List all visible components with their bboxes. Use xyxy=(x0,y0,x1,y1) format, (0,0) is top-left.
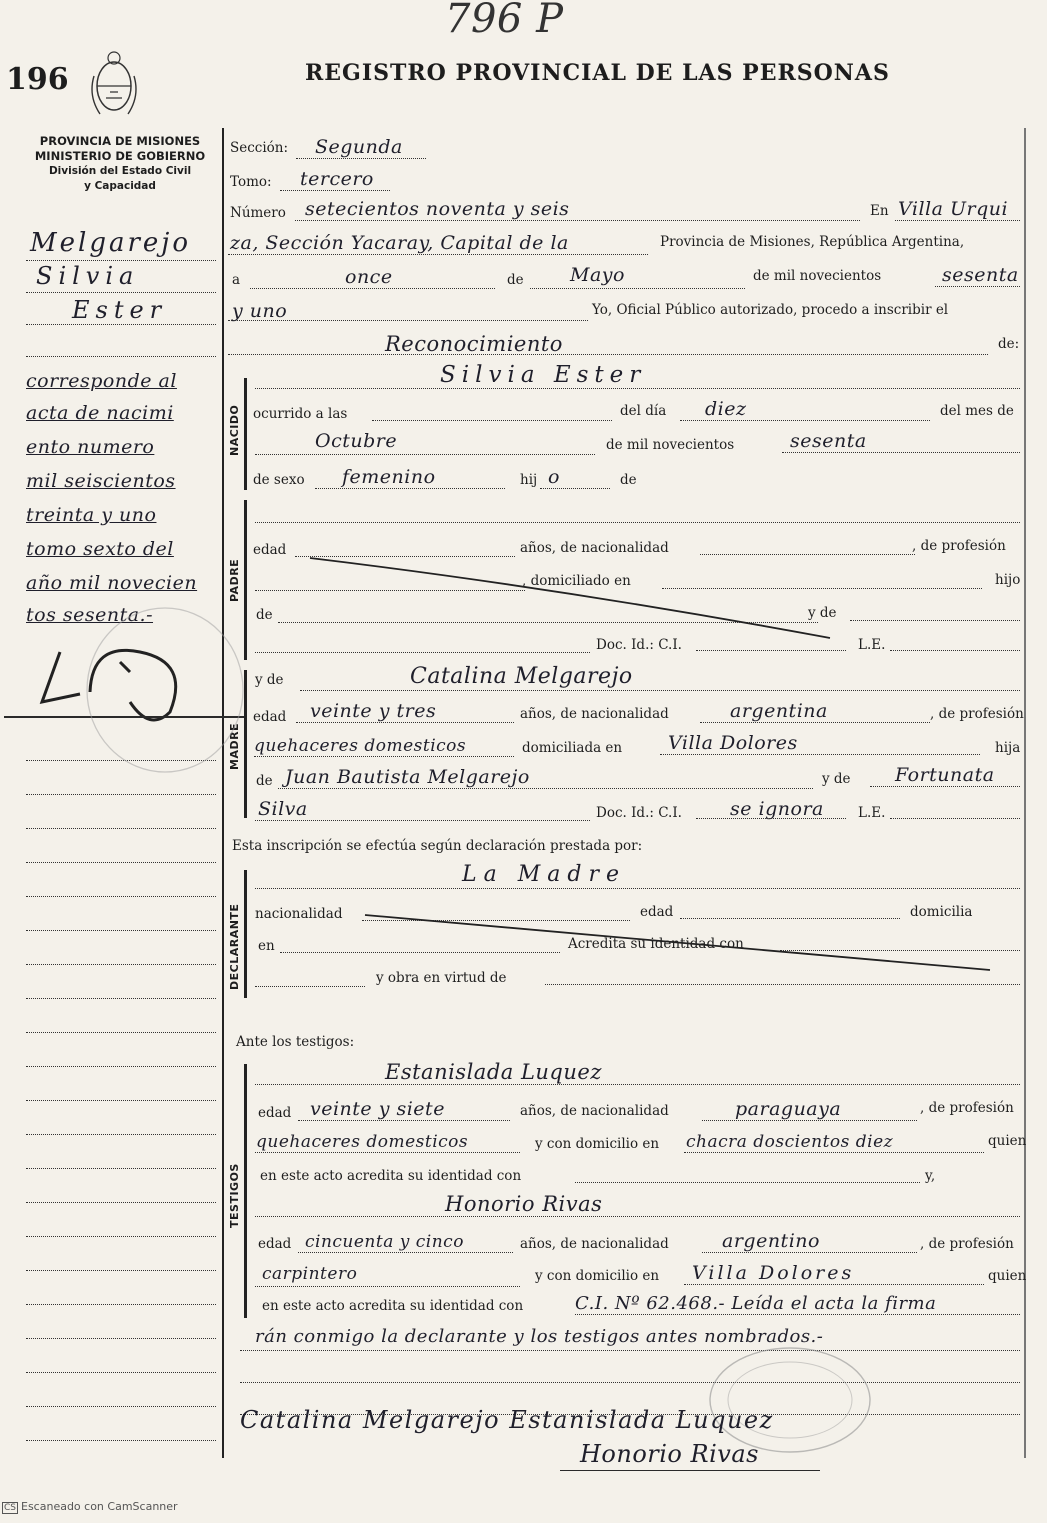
faint-stamp-margin xyxy=(80,600,250,780)
del-mes-label: del mes de xyxy=(940,403,1014,419)
declarante-domicilia-label: domicilia xyxy=(910,904,973,920)
de-label: de xyxy=(507,272,524,288)
t1-domicilio-label: y con domicilio en xyxy=(535,1136,660,1152)
mes-line xyxy=(530,288,745,289)
t1-edad-label: edad xyxy=(258,1105,292,1121)
declarante-en-label: en xyxy=(258,938,275,954)
declarante-edad-label: edad xyxy=(640,904,674,920)
padre-y-de-label: y de xyxy=(808,605,837,621)
hora-line xyxy=(372,420,612,421)
tomo-value: tercero xyxy=(300,168,374,190)
t1-y-label: y, xyxy=(925,1168,936,1184)
margin-first-name: Silvia xyxy=(36,262,140,290)
padre-le-label: L.E. xyxy=(858,637,886,653)
t2-profesion-label: , de profesión xyxy=(920,1236,1014,1252)
mil-label: de mil novecientos xyxy=(753,268,882,284)
madre-section-label: MADRE xyxy=(228,722,241,770)
madre-doc-line2 xyxy=(696,818,846,819)
declarante-obra-label: y obra en virtud de xyxy=(376,970,507,986)
nacido-dia-value: diez xyxy=(705,398,747,420)
madre-profesion-value: quehaceres domesticos xyxy=(254,736,467,756)
nacido-mil-label: de mil novecientos xyxy=(606,437,735,453)
blank-line xyxy=(240,1382,1020,1383)
declarante-cancel-strike xyxy=(360,910,1000,990)
padre-name-line xyxy=(255,522,1020,523)
madre-le-label: L.E. xyxy=(858,805,886,821)
margin-line xyxy=(26,1202,216,1203)
t2-nac-value: argentino xyxy=(722,1230,820,1252)
madre-doc-value: se ignora xyxy=(730,798,824,820)
margin-line xyxy=(26,1304,216,1305)
margin-line xyxy=(26,1066,216,1067)
madre-domicilio-value: Villa Dolores xyxy=(668,732,798,754)
camscanner-logo-icon: CS xyxy=(4,1503,16,1513)
margin-line xyxy=(26,930,216,931)
hijo-value: o xyxy=(548,466,560,488)
margin-note-line: mil seiscientos xyxy=(26,470,176,492)
anio2-line xyxy=(228,320,588,321)
t2-edad-value: cincuenta y cinco xyxy=(305,1232,464,1252)
madre-domicilio-line xyxy=(660,754,980,755)
madre-nac-line xyxy=(700,722,930,723)
province-line: PROVINCIA DE MISIONES xyxy=(39,134,201,148)
padre-edad-label: edad xyxy=(253,542,287,558)
margin-line xyxy=(26,794,216,795)
en-value: Villa Urqui xyxy=(898,198,1009,220)
madre-name-line xyxy=(300,690,1020,691)
page-border-right xyxy=(1024,128,1026,1458)
margin-note-line: acta de nacimi xyxy=(26,402,174,424)
margin-line xyxy=(26,1372,216,1373)
declarante-nac-label: nacionalidad xyxy=(255,906,343,922)
nacido-bar xyxy=(244,378,247,490)
madre-domiciliada-label: domiciliada en xyxy=(522,740,623,756)
t2-anios-label: años, de nacionalidad xyxy=(520,1236,669,1252)
declarante-obra-line1 xyxy=(255,986,365,987)
dia-value: once xyxy=(345,266,393,288)
closing-ruled-line xyxy=(240,1350,1020,1351)
oficial-text: Yo, Oficial Público autorizado, procedo a inscribir el xyxy=(592,302,949,318)
t2-prof-line xyxy=(255,1286,520,1287)
anio-line xyxy=(935,286,1020,287)
acto-value: Reconocimiento xyxy=(385,332,563,356)
hijo-label: hij xyxy=(520,472,538,488)
sexo-label: de sexo xyxy=(253,472,305,488)
nacido-anio-value: sesenta xyxy=(790,430,867,452)
ocurrido-label: ocurrido a las xyxy=(253,406,348,422)
margin-note-line: año mil novecien xyxy=(26,572,198,594)
madre-name-value: Catalina Melgarejo xyxy=(410,664,633,689)
madre-anios-label: años, de nacionalidad xyxy=(520,706,669,722)
padre-anios-label: años, de nacionalidad xyxy=(520,540,669,556)
margin-line xyxy=(26,356,216,357)
margin-line xyxy=(26,260,216,261)
padre-doc-line2 xyxy=(696,650,846,651)
numero-label: Número xyxy=(230,205,286,221)
dia-line xyxy=(250,288,495,289)
t2-doc-value: C.I. Nº 62.468.- Leída el acta la firma xyxy=(575,1293,937,1314)
margin-line xyxy=(26,896,216,897)
t2-name-line xyxy=(255,1216,1020,1217)
t1-dom-value: chacra doscientos diez xyxy=(686,1132,894,1152)
margin-note-line: tomo sexto del xyxy=(26,538,174,560)
declarante-acredita-label: Acredita su identidad con xyxy=(568,936,744,952)
locality-line xyxy=(228,254,648,255)
nacido-anio-line xyxy=(782,452,1020,453)
madre-doc-line1 xyxy=(255,820,590,821)
folio-number: 196 xyxy=(6,62,69,97)
en-line xyxy=(895,220,1020,221)
nacido-section-label: NACIDO xyxy=(228,404,241,456)
margin-line xyxy=(26,1440,216,1441)
declarante-name-line xyxy=(255,888,1020,889)
signatures-line: Catalina Melgarejo Estanislada Luquez xyxy=(240,1406,774,1434)
padre-domiciliado-label: , domiciliado en xyxy=(522,573,631,589)
t1-nac-value: paraguaya xyxy=(735,1098,842,1120)
province-line: y Capacidad xyxy=(84,180,156,192)
madre-edad-value: veinte y tres xyxy=(310,700,437,722)
t2-dom-value: Villa Dolores xyxy=(692,1262,855,1284)
padre-cancel-strike xyxy=(300,548,840,648)
signature-honorio: Honorio Rivas xyxy=(580,1440,759,1468)
margin-line xyxy=(26,1236,216,1237)
margin-note-line: ento numero xyxy=(26,436,155,458)
madre-padre-value: Juan Bautista Melgarejo xyxy=(285,766,530,788)
t1-edad-value: veinte y siete xyxy=(310,1098,445,1120)
t2-edad-line xyxy=(298,1252,513,1253)
nacido-dia-line xyxy=(680,420,930,421)
padre-abuela-line xyxy=(850,620,1020,621)
seccion-label: Sección: xyxy=(230,140,289,156)
testigos-bar xyxy=(244,1064,247,1318)
declarante-bar xyxy=(244,870,247,998)
padre-doc-line1 xyxy=(255,652,590,653)
margin-line xyxy=(26,1100,216,1101)
madre-y-de2-label: y de xyxy=(822,771,851,787)
margin-line xyxy=(26,324,216,325)
province-line: MINISTERIO DE GOBIERNO xyxy=(34,149,206,163)
madre-le-line xyxy=(890,818,1020,819)
t2-acredita-label: en este acto acredita su identidad con xyxy=(262,1298,524,1314)
nacido-mes-value: Octubre xyxy=(315,430,398,452)
t1-prof-line xyxy=(255,1152,520,1153)
scanner-footer xyxy=(2,1500,178,1514)
padre-le-line xyxy=(890,650,1020,651)
nacido-name-value: Silvia Ester xyxy=(440,362,647,388)
t1-acredita-label: en este acto acredita su identidad con xyxy=(260,1168,522,1184)
madre-nac-value: argentina xyxy=(730,700,828,722)
seccion-value: Segunda xyxy=(315,136,403,158)
madre-edad-line xyxy=(296,722,514,723)
mes-value: Mayo xyxy=(570,264,625,286)
margin-line xyxy=(26,862,216,863)
t1-profesion-label: , de profesión xyxy=(920,1100,1014,1116)
province-header xyxy=(20,134,220,194)
page-title: REGISTRO PROVINCIAL DE LAS PERSONAS xyxy=(305,60,890,86)
padre-hijo-label: hijo xyxy=(995,572,1021,588)
margin-line xyxy=(26,1032,216,1033)
margin-line xyxy=(26,1168,216,1169)
seccion-line xyxy=(296,158,426,159)
acto-line xyxy=(228,354,988,355)
testigos-section-label: TESTIGOS xyxy=(228,1163,241,1228)
declarante-name-value: La Madre xyxy=(462,862,626,887)
ante-testigos-label: Ante los testigos: xyxy=(236,1034,355,1050)
t1-name-value: Estanislada Luquez xyxy=(385,1060,602,1084)
t1-name-line xyxy=(255,1084,1020,1085)
madre-profesion-line xyxy=(254,756,514,757)
margin-line xyxy=(26,1406,216,1407)
margin-line xyxy=(26,828,216,829)
margin-middle-name: Ester xyxy=(72,296,168,324)
t1-anios-label: años, de nacionalidad xyxy=(520,1103,669,1119)
madre-de-label: de xyxy=(256,773,273,789)
madre-doc-label: Doc. Id.: C.I. xyxy=(596,805,682,821)
madre-padre-line xyxy=(278,788,813,789)
margin-surname: Melgarejo xyxy=(30,228,191,258)
t2-doc-line xyxy=(575,1314,1020,1315)
a-label: a xyxy=(232,272,241,288)
t1-prof-value: quehaceres domesticos xyxy=(256,1132,469,1152)
top-annotation: 796 P xyxy=(445,0,564,42)
nacido-mes-line xyxy=(255,454,595,455)
margin-line xyxy=(26,998,216,999)
numero-line xyxy=(295,220,860,221)
madre-profesion-label: , de profesión xyxy=(930,706,1024,722)
t2-domicilio-label: y con domicilio en xyxy=(535,1268,660,1284)
sexo-line xyxy=(315,488,505,489)
padre-profesion-label: , de profesión xyxy=(912,538,1006,554)
del-dia-label: del día xyxy=(620,403,667,419)
madre-edad-label: edad xyxy=(253,709,287,725)
anio-value: sesenta xyxy=(942,264,1019,286)
madre-madre-line xyxy=(870,786,1020,787)
t1-dom-line xyxy=(684,1152,984,1153)
margin-line xyxy=(26,1134,216,1135)
margin-note-line: tos sesenta.- xyxy=(26,604,154,626)
province-text: Provincia de Misiones, República Argentina, xyxy=(660,234,965,250)
t1-nac-line xyxy=(702,1120,917,1121)
t1-quien-label: quien xyxy=(988,1133,1027,1149)
locality-value: za, Sección Yacaray, Capital de la xyxy=(230,232,569,254)
madre-madre-value2: Silva xyxy=(258,798,308,820)
coat-of-arms-emblem xyxy=(86,46,142,124)
margin-note-line: treinta y uno xyxy=(26,504,157,526)
nacido-name-line xyxy=(255,388,1020,389)
t2-nac-line xyxy=(702,1252,917,1253)
madre-madre-value: Fortunata xyxy=(895,764,995,786)
scanner-footer-text: Escaneado con CamScanner xyxy=(21,1500,178,1513)
t2-dom-line xyxy=(684,1284,984,1285)
hijo-line xyxy=(540,488,610,489)
declaracion-text: Esta inscripción se efectúa según declaración prestada por: xyxy=(232,838,643,854)
signature-baseline xyxy=(560,1470,820,1471)
de-colon-label: de: xyxy=(998,336,1020,352)
madre-hija-label: hija xyxy=(995,740,1021,756)
t1-edad-line xyxy=(298,1120,510,1121)
margin-line xyxy=(26,292,216,293)
padre-doc-label: Doc. Id.: C.I. xyxy=(596,637,682,653)
en-label: En xyxy=(870,203,889,219)
margin-line xyxy=(26,964,216,965)
anio2-value: y uno xyxy=(232,300,288,322)
t2-prof-value: carpintero xyxy=(262,1264,358,1284)
margin-line xyxy=(26,1270,216,1271)
nacido-de-label: de xyxy=(620,472,637,488)
declarante-section-label: DECLARANTE xyxy=(228,903,241,990)
sexo-value: femenino xyxy=(342,466,436,488)
t1-acredita-line xyxy=(575,1182,920,1183)
tomo-label: Tomo: xyxy=(230,174,272,190)
closing-line: rán conmigo la declarante y los testigos antes nombrados.- xyxy=(255,1326,824,1347)
margin-line xyxy=(26,1338,216,1339)
province-line: División del Estado Civil xyxy=(48,165,192,177)
padre-de-label: de xyxy=(256,607,273,623)
margin-note-line: corresponde al xyxy=(26,370,177,392)
tomo-line xyxy=(280,190,390,191)
t2-name-value: Honorio Rivas xyxy=(445,1192,603,1216)
padre-section-label: PADRE xyxy=(228,558,241,602)
page-border-left xyxy=(222,128,224,1458)
t2-quien-label: quien xyxy=(988,1268,1027,1284)
numero-value: setecientos noventa y seis xyxy=(305,198,570,220)
t2-edad-label: edad xyxy=(258,1236,292,1252)
madre-y-de-label: y de xyxy=(255,672,284,688)
